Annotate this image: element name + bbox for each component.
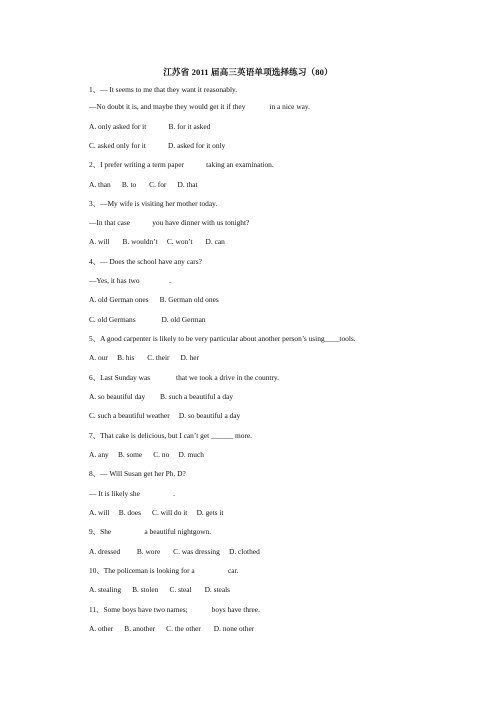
question-4-options-cd: C. old Germans D. old German	[89, 315, 206, 324]
question-4-reply: —Yes, it has two .	[89, 276, 171, 285]
page-title: 江苏省 2011 届高三英语单项选择练习（80）	[163, 67, 333, 77]
question-6-stem: 6、Last Sunday was that we took a drive in the country.	[89, 373, 279, 382]
question-4-stem: 4、— Does the school have any cars?	[89, 257, 202, 266]
question-7-options: A. any B. some C. no D. much	[89, 450, 204, 459]
question-7-stem: 7、That cake is delicious, but I can’t get ______ more.	[89, 431, 253, 440]
question-8-options: A. will B. does C. will do it D. gets it	[89, 508, 224, 517]
question-8-stem: 8、— Will Susan get her Ph. D?	[89, 469, 186, 478]
question-9-options: A. dressed B. wore C. was dressing D. clothed	[89, 547, 260, 556]
question-10-stem: 10、The policeman is looking for a car.	[89, 566, 239, 575]
question-6-options-ab: A. so beautiful day B. such a beautiful a day	[89, 392, 234, 401]
question-9-stem: 9、She a beautiful nightgown.	[89, 527, 212, 536]
question-11-stem: 11、Some boys have two names; boys have three.	[89, 605, 260, 614]
question-5-stem: 5、A good carpenter is likely to be very particular about another person’s using____tools.	[89, 334, 356, 343]
question-4-options-ab: A. old German ones B. German old ones	[89, 295, 219, 304]
question-5-options: A. our B. his C. their D. her	[89, 353, 200, 362]
question-3-reply: —In that case you have dinner with us tonight?	[89, 218, 250, 227]
question-6-options-cd: C. such a beautiful weather D. so beautiful a day	[89, 411, 241, 420]
question-1-options-ab: A. only asked for it B. for it asked	[89, 122, 211, 131]
question-2-options: A. than B. to C. for D. that	[89, 180, 198, 189]
question-10-options: A. stealing B. stolen C. steal D. steals	[89, 585, 231, 594]
question-1-options-cd: C. asked only for it D. asked for it only	[89, 141, 226, 150]
question-11-options: A. other B. another C. the other D. none other	[89, 624, 255, 633]
question-3-options: A. will B. wouldn’t C. won’t D. can	[89, 237, 225, 246]
question-2-stem: 2、I prefer writing a term paper taking an examination.	[89, 160, 274, 169]
question-1-stem: 1、— It seems to me that they want it reasonably.	[89, 85, 238, 94]
question-8-reply: — It is likely she .	[89, 489, 176, 498]
question-1-reply: —No doubt it is, and maybe they would get it if they in a nice way.	[89, 102, 310, 111]
question-3-stem: 3、—My wife is visiting her mother today.	[89, 199, 218, 208]
